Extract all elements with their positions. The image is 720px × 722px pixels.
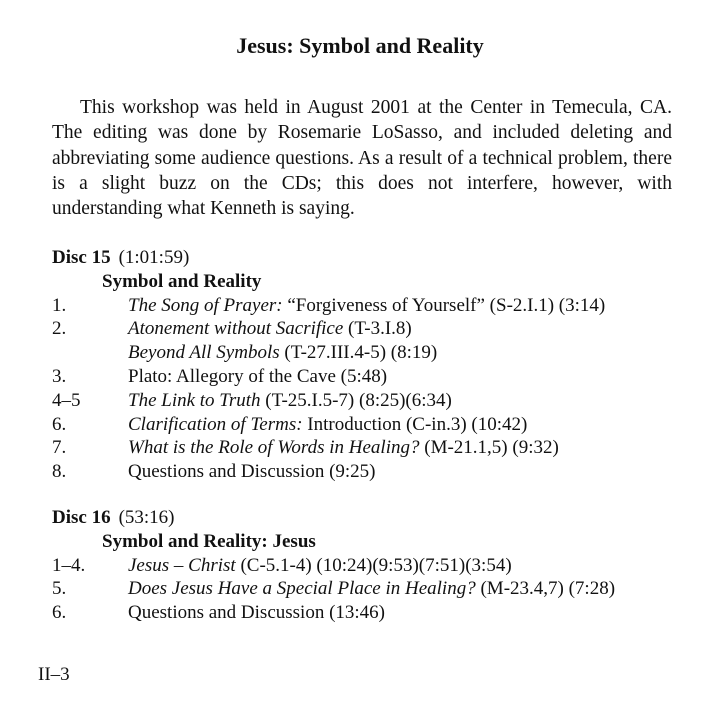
disc-subtitle: Symbol and Reality xyxy=(102,270,262,292)
track-details: “Forgiveness of Yourself” (S-2.I.1) (3:14) xyxy=(282,294,606,316)
track-source: Beyond All Symbols xyxy=(128,342,280,364)
track-number: 5. xyxy=(52,578,67,600)
disc-header xyxy=(52,506,692,530)
track-source: What is the Role of Words in Healing? xyxy=(128,437,420,459)
track-source: Atonement without Sacrifice xyxy=(128,318,344,340)
track-source: Does Jesus Have a Special Place in Healing? xyxy=(128,578,476,600)
disc-section xyxy=(52,246,692,484)
track-details: Plato: Allegory of the Cave (5:48) xyxy=(128,365,388,387)
track-row xyxy=(52,460,692,484)
disc-duration: (53:16) xyxy=(118,507,175,528)
disc-duration: (1:01:59) xyxy=(118,247,190,268)
track-number: 7. xyxy=(52,437,67,459)
track-row xyxy=(52,554,692,578)
track-details: (T-25.I.5-7) (8:25)(6:34) xyxy=(260,389,452,411)
track-details: (T-27.III.4-5) (8:19) xyxy=(279,342,438,364)
track-row xyxy=(52,365,692,389)
intro-paragraph: This workshop was held in August 2001 at the Center in Temecula, CA. The editing was done by Rosemarie LoSasso, and included deleting and abbreviating some audience questions. As a result of a technical problem, there is a slight buzz on the CDs; this does not interfere, however, with understanding what Kenneth is saying. xyxy=(52,97,672,220)
track-number xyxy=(52,341,128,365)
track-row xyxy=(52,341,692,365)
track-details: (C-5.1-4) (10:24)(9:53)(7:51)(3:54) xyxy=(235,554,512,576)
track-details: (T-3.I.8) xyxy=(343,318,412,340)
disc-header xyxy=(52,246,692,270)
track-details: (M-23.4,7) (7:28) xyxy=(475,578,616,600)
track-row xyxy=(52,294,692,318)
track-number: 6. xyxy=(52,413,67,435)
track-number: 3. xyxy=(52,365,67,387)
track-row xyxy=(52,413,692,437)
track-number: 1. xyxy=(52,294,67,316)
page-number: II–3 xyxy=(38,664,70,685)
track-details: (M-21.1,5) (9:32) xyxy=(419,437,559,459)
track-row xyxy=(52,389,692,413)
track-number: 6. xyxy=(52,602,67,624)
track-number: 8. xyxy=(52,461,67,483)
disc-label: Disc 16 xyxy=(52,507,111,528)
track-source: Jesus – Christ xyxy=(128,554,236,576)
track-number: 4–5 xyxy=(52,389,81,411)
track-source: The Link to Truth xyxy=(128,389,261,411)
track-row xyxy=(52,436,692,460)
disc-label: Disc 15 xyxy=(52,247,111,268)
track-number: 2. xyxy=(52,318,67,340)
track-number: 1–4. xyxy=(52,554,86,576)
track-details: Questions and Discussion (13:46) xyxy=(128,602,386,624)
page-title: Jesus: Symbol and Reality xyxy=(236,33,484,58)
disc-section xyxy=(52,506,692,625)
track-row xyxy=(52,601,692,625)
track-details: Questions and Discussion (9:25) xyxy=(128,461,376,483)
track-details: Introduction (C-in.3) (10:42) xyxy=(302,413,528,435)
disc-subtitle: Symbol and Reality: Jesus xyxy=(102,530,316,552)
track-source: Clarification of Terms: xyxy=(128,413,303,435)
track-row xyxy=(52,317,692,341)
track-source: The Song of Prayer: xyxy=(128,294,283,316)
track-row xyxy=(52,577,692,601)
